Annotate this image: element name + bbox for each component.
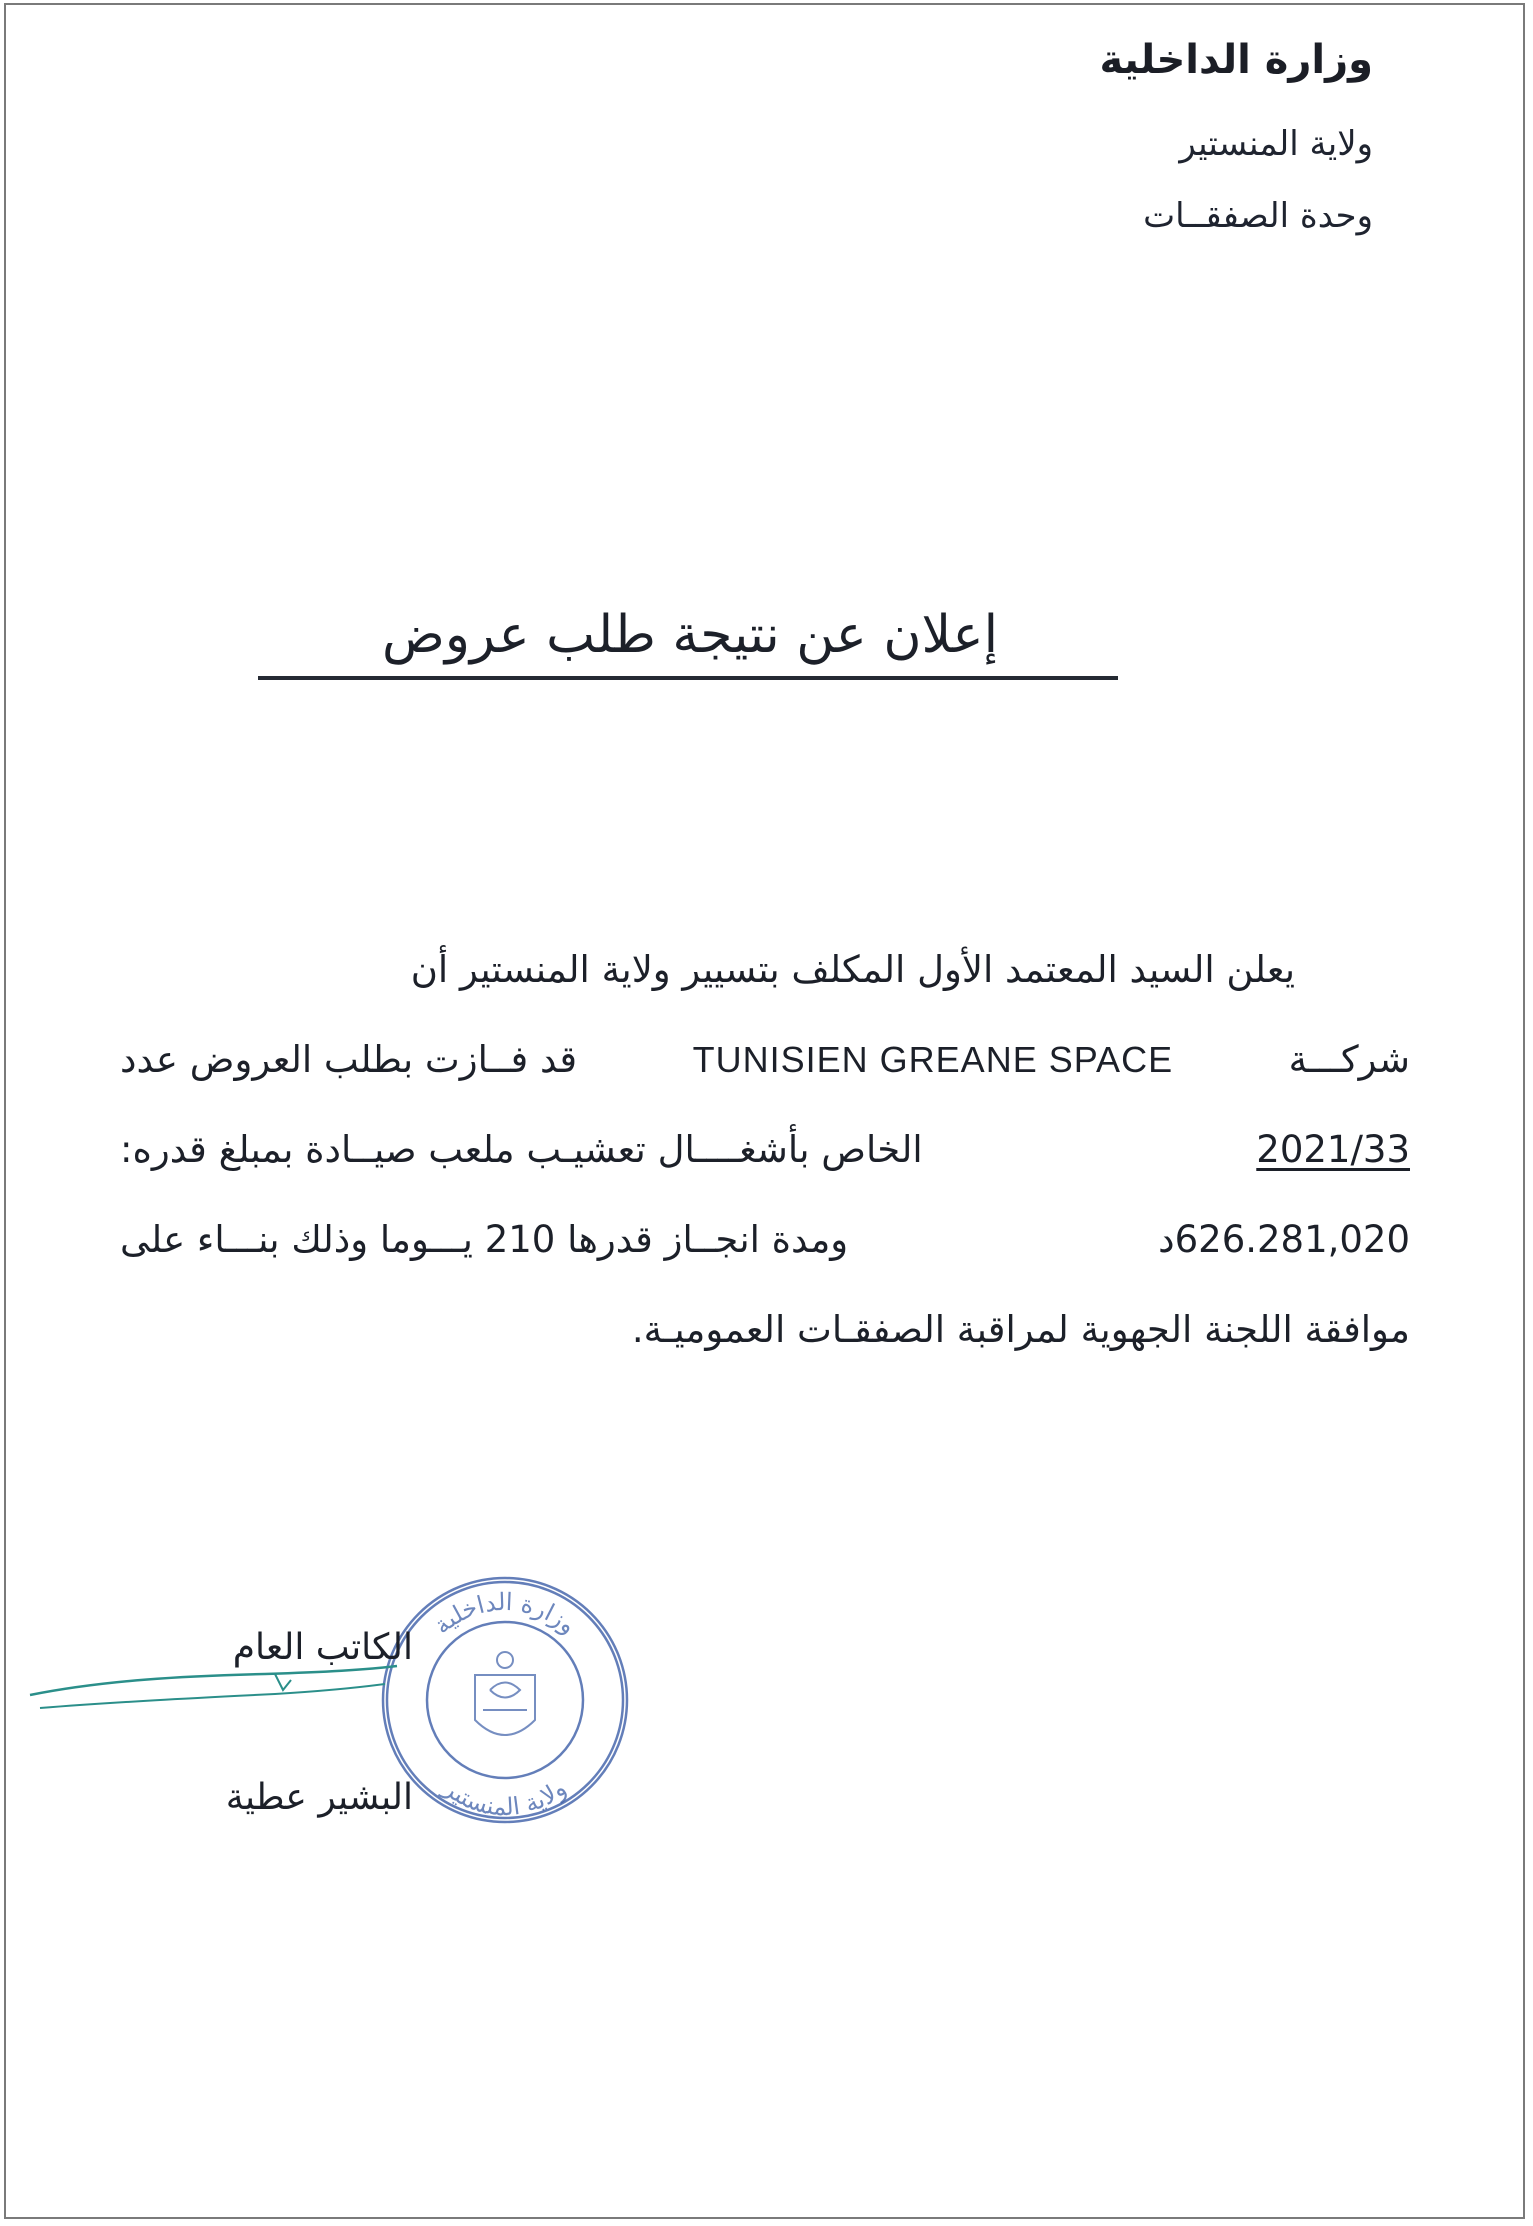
- body-line-1-text: يعلن السيد المعتمد الأول المكلف بتسيير ولاية المنستير أن: [410, 948, 1295, 991]
- announcement-title: إعلان عن نتيجة طلب عروض: [381, 605, 999, 665]
- stamp-text-bottom: ولاية المنستير: [438, 1774, 572, 1822]
- contract-amount: 626.281,020د: [1158, 1218, 1410, 1261]
- body-line-3-rest: الخاص بأشغــــال تعشيـب ملعب صيــادة بمبلغ قدره:: [120, 1128, 923, 1171]
- tender-number: 2021/33: [1256, 1128, 1410, 1171]
- letterhead: [1100, 28, 1373, 238]
- signatory-name: البشير عطية: [225, 1777, 413, 1818]
- body-line-4-rest: ومدة انجــاز قدرها 210 يـــوما وذلك بنـــاء على: [120, 1218, 849, 1261]
- body-line-1: [120, 925, 1410, 1015]
- signatory-role: الكاتب العام: [232, 1627, 413, 1668]
- body-line-2-rest: قد فــازت بطلب العروض عدد: [120, 1038, 578, 1081]
- body-line-5-text: موافقة اللجنة الجهوية لمراقبة الصفقـات العموميـة.: [631, 1308, 1410, 1351]
- unit-name: وحدة الصفقــات: [1143, 196, 1373, 236]
- body-line-3: [120, 1105, 1410, 1195]
- stamp-emblem-icon: [475, 1652, 535, 1735]
- title-underline: [258, 676, 1118, 680]
- stamp-text-top: وزارة الداخلية: [428, 1587, 582, 1640]
- official-stamp: [375, 1570, 635, 1830]
- body-line-5: [120, 1285, 1410, 1375]
- ministry-name: وزارة الداخلية: [1099, 37, 1373, 83]
- body-line-4: [120, 1195, 1410, 1285]
- governorate-name: ولاية المنستير: [1179, 124, 1373, 164]
- signature-block: [226, 1618, 413, 1828]
- body-line-2: [120, 1015, 1410, 1105]
- company-word: شركـــة: [1288, 1038, 1410, 1081]
- announcement-body: [120, 925, 1410, 1375]
- company-name: TUNISIEN GREANE SPACE: [692, 1039, 1174, 1080]
